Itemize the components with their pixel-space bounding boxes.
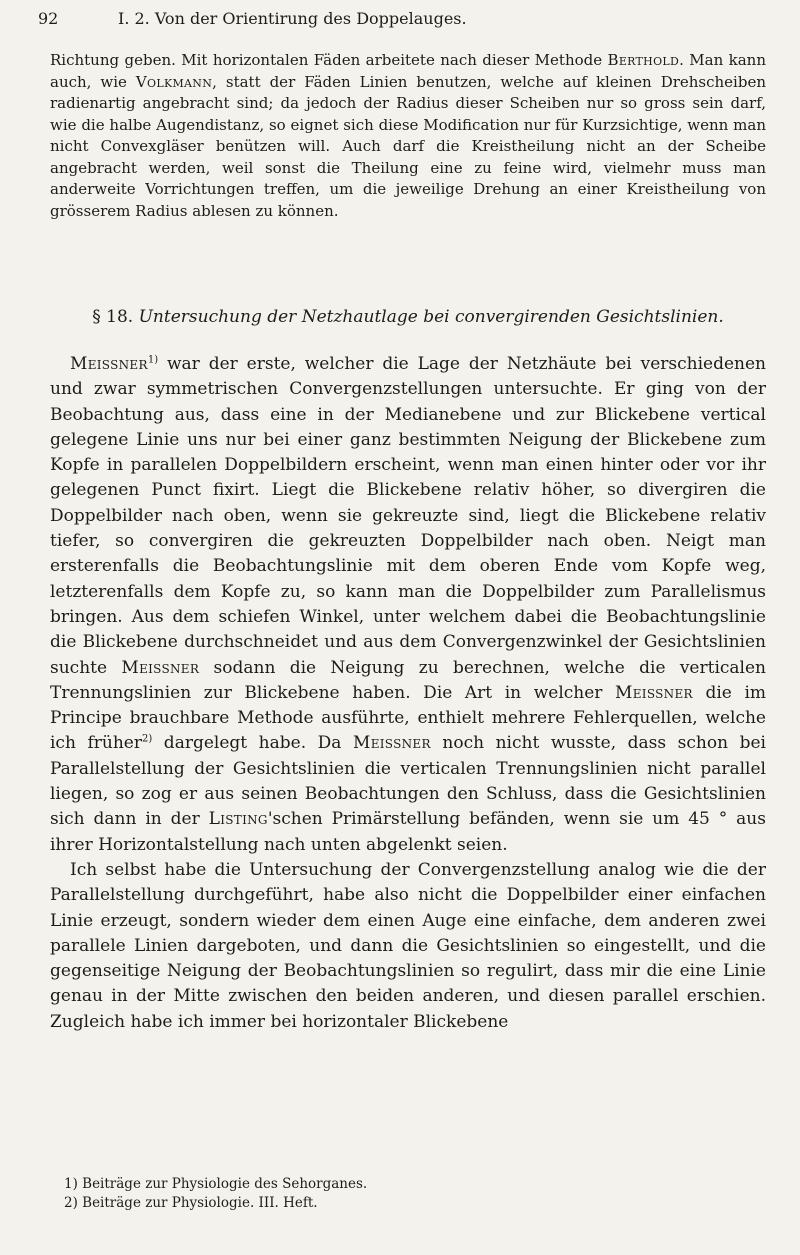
section-number: § 18.	[92, 307, 134, 327]
text-run: war der erste, welcher die Lage der Netzhäute bei verschiedenen und zwar symmetrischen Convergenzstellungen untersuchte. Er ging von der Beobachtung aus, dass eine in der Medianebene und zur Blickebene vertical gelegene Linie uns nur bei einer ganz bestimmten Neigung der Blickebene zum Kopfe in parallelen Doppelbildern erscheint, wenn man einen hinter oder vor ihr gelegenen Punct fixirt. Liegt die Blickebene relativ höher, so divergiren die Doppelbilder nach oben, wenn sie gekreuzte sind, liegt die Blickebene relativ tiefer, so convergiren die gekreuzten Doppelbilder nach oben. Neigt man ersterenfalls die Beobachtungslinie mit dem oberen Ende vom Kopfe weg, letzterenfalls dem Kopfe zu, so kann man die Doppelbilder zum Parallelismus bringen. Aus dem schiefen Winkel, unter welchem dabei die Beobachtungslinie die Blickebene durchschneidet und aus dem Convergenzwinkel der Gesichtslinien suchte	[50, 354, 766, 678]
text-run: . Man kann auch, wie	[50, 51, 766, 91]
paragraph-2: Ich selbst habe die Untersuchung der Convergenzstellung analog wie die der Parallelstellung durchgeführt, habe also nicht die Doppelbilder einer einfachen Linie erzeugt, sondern wieder dem einen Auge eine einfache, dem anderen zwei parallele Linien dargeboten, und dann die Gesichtslinien so eingestellt, und die gegenseitige Neigung der Beobachtungslinien so regulirt, dass mir die eine Linie genau in der Mitte zwischen den beiden anderen, und diesen parallel erschien. Zugleich habe ich immer bei horizontaler Blickebene	[50, 859, 766, 1032]
text-run: dargelegt habe. Da	[152, 733, 353, 754]
author-name: Meissner	[121, 657, 200, 678]
author-name: Berthold	[607, 51, 680, 69]
footnote-2: 2) Beiträge zur Physiologie. III. Heft.	[64, 1195, 318, 1211]
section-title: Untersuchung der Netzhautlage bei convergirenden Gesichtslinien.	[138, 307, 724, 327]
text-run: Richtung geben. Mit horizontalen Fäden arbeitete nach dieser Methode	[50, 51, 608, 69]
page-number: 92	[38, 9, 59, 28]
text-run: 'schen Primärstellung befänden, wenn sie um 45 ° aus ihrer Horizontalstellung nach unten abgelenkt seien.	[50, 809, 766, 855]
paragraph-1	[50, 352, 766, 858]
author-name: Volkmann	[135, 72, 213, 91]
footnote-ref[interactable]: 2)	[141, 733, 153, 745]
author-name: Meissner	[615, 682, 693, 703]
author-name: Meissner	[70, 354, 148, 374]
section-heading	[50, 305, 766, 329]
author-name: Meissner	[352, 733, 431, 754]
continued-paragraph	[50, 50, 766, 222]
footnote-ref[interactable]: 1)	[147, 354, 159, 366]
text-run: sodann die Neigung zu berechnen, welche die verticalen Trennungslinien zur Blickebene haben. Die Art in welcher	[50, 657, 766, 703]
text-run: die im Principe brauchbare Methode ausführte, enthielt mehrere Fehlerquellen, welche ich früher	[50, 682, 767, 754]
main-text	[50, 352, 766, 1035]
author-name: Listing	[208, 809, 268, 830]
running-title: I. 2. Von der Orientirung des Doppelauges.	[118, 9, 467, 28]
footnotes	[64, 1175, 764, 1213]
text-run: noch nicht wusste, dass schon bei Parallelstellung der Gesichtslinien die verticalen Trennungslinien nicht parallel liegen, so zog er aus seinen Beobachtungen den Schluss, dass die Gesichtslinien sich dann in der	[50, 733, 766, 830]
footnote-1: 1) Beiträge zur Physiologie des Sehorganes.	[64, 1176, 368, 1192]
paragraph-text	[50, 50, 766, 222]
running-header	[38, 6, 768, 32]
text-run: , statt der Fäden Linien benutzen, welche auf kleinen Drehscheiben radienartig angebracht sind; da jedoch der Radius dieser Scheiben nur so gross sein darf, wie die halbe Augendistanz, so eignet sich diese Modification nur für Kurzsichtige, wenn man nicht Convexgläser benützen will. Auch darf die Kreistheilung nicht an der Scheibe angebracht werden, weil sonst die Theilung eine zu feine wird, vielmehr muss man anderweite Vorrichtungen treffen, um die jeweilige Drehung an einer Kreistheilung von grösserem Radius ablesen zu können.	[50, 72, 766, 220]
